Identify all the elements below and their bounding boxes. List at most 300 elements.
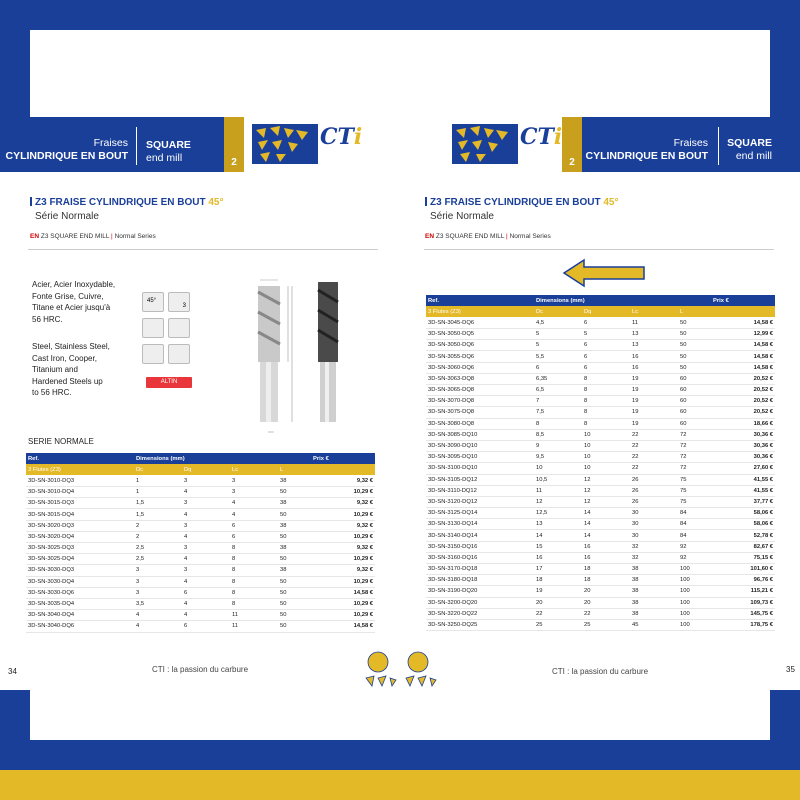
cell-dc: 5 (534, 329, 582, 340)
cell-l: 100 (678, 564, 711, 575)
section-tab-number: 2 (569, 157, 575, 168)
cell-ref: 3D-SN-3015-DQ4 (26, 509, 134, 520)
product-title: Z3 FRAISE CYLINDRIQUE EN BOUT 45° (425, 197, 618, 208)
table-row (426, 351, 775, 362)
cell-lc: 30 (630, 519, 678, 530)
carbide-inserts-icon (450, 120, 520, 168)
cell-dq: 14 (582, 508, 630, 519)
product-series: Série Normale (35, 211, 99, 222)
cell-dq: 14 (582, 530, 630, 541)
table-row (426, 407, 775, 418)
table-row (426, 329, 775, 340)
cell-price: 27,60 € (711, 463, 775, 474)
cell-price: 58,06 € (711, 519, 775, 530)
cell-dc: 12 (534, 496, 582, 507)
cti-logo-right (450, 120, 570, 170)
cell-dq: 4 (182, 598, 230, 609)
table-subheader-row (26, 464, 375, 475)
cell-lc: 32 (630, 552, 678, 563)
cell-ref: 3D-SN-3150-DQ16 (426, 541, 534, 552)
cell-lc: 19 (630, 418, 678, 429)
cell-dq: 22 (582, 608, 630, 619)
cell-lc: 26 (630, 485, 678, 496)
cell-l: 38 (278, 543, 311, 554)
right-price-table (426, 295, 775, 631)
cell-dq: 4 (182, 576, 230, 587)
cell-dc: 15 (534, 541, 582, 552)
cell-lc: 19 (630, 385, 678, 396)
cell-lc: 19 (630, 396, 678, 407)
cell-l: 50 (678, 351, 711, 362)
table-row (426, 340, 775, 351)
table-row (426, 385, 775, 396)
cell-ref: 3D-SN-3025-DQ3 (26, 543, 134, 554)
divider-line (28, 249, 378, 250)
cell-price: 58,06 € (711, 508, 775, 519)
cell-dc: 3,5 (134, 598, 182, 609)
cell-dc: 1,5 (134, 509, 182, 520)
cell-dq: 8 (582, 373, 630, 384)
cell-l: 75 (678, 485, 711, 496)
cell-dq: 8 (582, 385, 630, 396)
cell-ref: 3D-SN-3030-DQ4 (26, 576, 134, 587)
cell-price: 18,66 € (711, 418, 775, 429)
col-dc: Dc (534, 306, 582, 317)
cell-l: 100 (678, 575, 711, 586)
cell-l: 50 (678, 362, 711, 373)
cell-dc: 3 (134, 576, 182, 587)
cell-ref: 3D-SN-3035-DQ4 (26, 598, 134, 609)
cell-ref: 3D-SN-3080-DQ8 (426, 418, 534, 429)
cell-ref: 3D-SN-3040-DQ4 (26, 610, 134, 621)
cell-dq: 3 (182, 520, 230, 531)
cell-dq: 6 (182, 587, 230, 598)
cell-lc: 6 (230, 520, 278, 531)
cell-ref: 3D-SN-3045-DQ6 (426, 317, 534, 328)
footer-tagline-right: CTI : la passion du carbure (552, 667, 649, 676)
cell-lc: 4 (230, 509, 278, 520)
page-number-right: 35 (786, 665, 795, 674)
cell-ref: 3D-SN-3200-DQ20 (426, 597, 534, 608)
cell-dc: 16 (534, 552, 582, 563)
table-header-row (26, 453, 375, 464)
spec-icons (142, 292, 196, 372)
col-lc: Lc (630, 306, 678, 317)
section-tab-right (562, 117, 582, 172)
cell-ref: 3D-SN-3060-DQ6 (426, 362, 534, 373)
cell-l: 100 (678, 608, 711, 619)
cell-lc: 30 (630, 508, 678, 519)
cell-ref: 3D-SN-3050-DQ5 (426, 329, 534, 340)
table-row (426, 396, 775, 407)
cell-l: 60 (678, 418, 711, 429)
cell-dc: 4 (134, 621, 182, 632)
cell-price: 9,32 € (311, 498, 375, 509)
table-row (26, 498, 375, 509)
cell-lc: 11 (230, 621, 278, 632)
cell-dc: 1 (134, 475, 182, 486)
cell-ref: 3D-SN-3140-DQ14 (426, 530, 534, 541)
cell-price: 9,32 € (311, 475, 375, 486)
right-page (400, 117, 800, 690)
side-milling-icon (168, 318, 190, 338)
cell-lc: 16 (630, 362, 678, 373)
altin-coating-badge: ALTIN (146, 377, 192, 388)
cell-price: 41,55 € (711, 474, 775, 485)
table-row (426, 429, 775, 440)
cell-dc: 7,5 (534, 407, 582, 418)
square-text: SQUARE (146, 139, 191, 151)
cell-price: 14,58 € (311, 587, 375, 598)
table-row (426, 496, 775, 507)
cell-price: 14,58 € (711, 362, 775, 373)
cell-lc: 8 (230, 576, 278, 587)
cell-l: 84 (678, 508, 711, 519)
cell-l: 92 (678, 552, 711, 563)
cell-dc: 1 (134, 487, 182, 498)
cell-lc: 11 (630, 317, 678, 328)
cti-wordmark: CTi (520, 124, 563, 150)
cell-price: 115,21 € (711, 586, 775, 597)
table-row (426, 519, 775, 530)
cell-l: 60 (678, 407, 711, 418)
cell-ref: 3D-SN-3070-DQ8 (426, 396, 534, 407)
fraises-text: Fraises (673, 137, 708, 149)
table-row (26, 554, 375, 565)
header-square-label (720, 137, 772, 163)
table-row (26, 520, 375, 531)
cell-l: 50 (678, 329, 711, 340)
cell-dc: 5,5 (534, 351, 582, 362)
cell-price: 101,60 € (711, 564, 775, 575)
table-row (426, 541, 775, 552)
slot-milling-icon (142, 318, 164, 338)
table-row (426, 608, 775, 619)
cell-dq: 14 (582, 519, 630, 530)
table-row (426, 474, 775, 485)
cell-dc: 22 (534, 608, 582, 619)
col-ref: Ref. (26, 453, 134, 464)
cell-lc: 26 (630, 496, 678, 507)
cell-l: 72 (678, 440, 711, 451)
cell-ref: 3D-SN-3125-DQ14 (426, 508, 534, 519)
cell-dc: 2,5 (134, 554, 182, 565)
cell-l: 60 (678, 385, 711, 396)
cell-l: 75 (678, 496, 711, 507)
cell-price: 10,29 € (311, 509, 375, 520)
cell-price: 30,36 € (711, 452, 775, 463)
cell-ref: 3D-SN-3025-DQ4 (26, 554, 134, 565)
table-row (26, 621, 375, 632)
cell-l: 75 (678, 474, 711, 485)
cell-lc: 38 (630, 575, 678, 586)
cell-dq: 4 (182, 531, 230, 542)
table-row (426, 452, 775, 463)
material-description-en: Steel, Stainless Steel, Cast Iron, Cooper, Titanium and Hardened Steels up to 56 HRC. (32, 342, 110, 397)
cell-lc: 22 (630, 463, 678, 474)
cell-dq: 12 (582, 474, 630, 485)
cell-ref: 3D-SN-3015-DQ3 (26, 498, 134, 509)
cell-dq: 16 (582, 541, 630, 552)
cell-dc: 25 (534, 619, 582, 630)
col-group: 3 Flutes (Z3) (426, 306, 534, 317)
end-mill-text: end mill (735, 150, 772, 162)
table-row (426, 586, 775, 597)
cell-dc: 4 (134, 610, 182, 621)
cell-price: 10,29 € (311, 576, 375, 587)
section-tab-number: 2 (231, 157, 237, 168)
cell-lc: 22 (630, 429, 678, 440)
cell-ref: 3D-SN-3010-DQ3 (26, 475, 134, 486)
cell-price: 41,55 € (711, 485, 775, 496)
cell-dc: 5 (534, 340, 582, 351)
cell-ref: 3D-SN-3105-DQ12 (426, 474, 534, 485)
cell-l: 60 (678, 373, 711, 384)
cell-lc: 38 (630, 586, 678, 597)
footer-tagline-left: CTI : la passion du carbure (152, 665, 249, 674)
cell-dq: 6 (182, 621, 230, 632)
cell-dc: 12,5 (534, 508, 582, 519)
cell-price: 82,67 € (711, 541, 775, 552)
col-group: 3 Flutes (Z3) (26, 464, 134, 475)
cell-lc: 8 (230, 598, 278, 609)
table-row (426, 362, 775, 373)
frame-gold-band (0, 770, 800, 800)
col-prix: Prix € (711, 295, 775, 306)
table-row (426, 564, 775, 575)
cell-dq: 18 (582, 575, 630, 586)
cell-lc: 8 (230, 565, 278, 576)
cell-dc: 2,5 (134, 543, 182, 554)
cell-dq: 3 (182, 565, 230, 576)
cell-dq: 8 (582, 396, 630, 407)
profile-milling-icon (142, 344, 164, 364)
angle-icon: 45° (142, 292, 164, 312)
cell-dc: 3 (134, 587, 182, 598)
col-l: L (678, 306, 711, 317)
cell-l: 50 (278, 587, 311, 598)
cell-l: 72 (678, 429, 711, 440)
cell-l: 50 (278, 554, 311, 565)
cell-price: 9,32 € (311, 565, 375, 576)
cti-logo (250, 120, 370, 170)
cell-dc: 9,5 (534, 452, 582, 463)
table-row (426, 373, 775, 384)
cell-lc: 38 (630, 608, 678, 619)
cell-lc: 13 (630, 340, 678, 351)
cell-lc: 16 (630, 351, 678, 362)
cell-dq: 10 (582, 463, 630, 474)
cell-dc: 2 (134, 520, 182, 531)
flutes-icon: 3 (168, 292, 190, 312)
cell-dc: 19 (534, 586, 582, 597)
cell-l: 50 (678, 340, 711, 351)
cell-dq: 3 (182, 498, 230, 509)
table-row (26, 531, 375, 542)
carbide-inserts-icon (250, 120, 320, 168)
col-dc: Dc (134, 464, 182, 475)
cell-ref: 3D-SN-3220-DQ22 (426, 608, 534, 619)
cell-price: 10,29 € (311, 598, 375, 609)
end-mill-text: end mill (146, 152, 183, 164)
cell-ref: 3D-SN-3190-DQ20 (426, 586, 534, 597)
product-series: Série Normale (430, 211, 494, 222)
cell-lc: 6 (230, 531, 278, 542)
material-description-fr: Acier, Acier Inoxydable, Fonte Grise, Cuivre, Titane et Acier jusqu'à 56 HRC. (32, 280, 116, 324)
table-header-row (426, 295, 775, 306)
cell-price: 14,58 € (311, 621, 375, 632)
cell-dq: 6 (582, 317, 630, 328)
cell-ref: 3D-SN-3065-DQ8 (426, 385, 534, 396)
cell-dc: 4,5 (534, 317, 582, 328)
table-row (426, 418, 775, 429)
cell-l: 50 (278, 576, 311, 587)
cell-l: 38 (278, 498, 311, 509)
cell-dq: 10 (582, 429, 630, 440)
cell-ref: 3D-SN-3020-DQ3 (26, 520, 134, 531)
cell-ref: 3D-SN-3055-DQ6 (426, 351, 534, 362)
table-row (26, 610, 375, 621)
cell-dq: 6 (582, 362, 630, 373)
cell-dc: 11 (534, 485, 582, 496)
cell-ref: 3D-SN-3090-DQ10 (426, 440, 534, 451)
cell-dc: 8,5 (534, 429, 582, 440)
cell-lc: 30 (630, 530, 678, 541)
cell-dq: 20 (582, 586, 630, 597)
cell-price: 9,32 € (311, 520, 375, 531)
header-fraises-label (0, 137, 128, 163)
table-row (426, 552, 775, 563)
table-row (426, 575, 775, 586)
cell-lc: 38 (630, 597, 678, 608)
cell-l: 50 (278, 610, 311, 621)
cell-dc: 6 (534, 362, 582, 373)
cell-price: 145,75 € (711, 608, 775, 619)
cell-dq: 18 (582, 564, 630, 575)
table-subheader-row (426, 306, 775, 317)
section-tab-left (224, 117, 244, 172)
cell-ref: 3D-SN-3100-DQ10 (426, 463, 534, 474)
cell-ref: 3D-SN-3095-DQ10 (426, 452, 534, 463)
table-row (26, 543, 375, 554)
table-row (26, 598, 375, 609)
cell-l: 92 (678, 541, 711, 552)
cell-lc: 4 (230, 498, 278, 509)
cell-dq: 4 (182, 610, 230, 621)
cell-dc: 6,5 (534, 385, 582, 396)
cell-price: 14,58 € (711, 317, 775, 328)
cell-dc: 3 (134, 565, 182, 576)
square-text: SQUARE (727, 137, 772, 149)
table-row (26, 576, 375, 587)
table-row (26, 587, 375, 598)
cell-lc: 3 (230, 487, 278, 498)
table-row (26, 487, 375, 498)
col-price-blank (711, 306, 775, 317)
cell-dc: 14 (534, 530, 582, 541)
table-row (426, 597, 775, 608)
cell-ref: 3D-SN-3010-DQ4 (26, 487, 134, 498)
cell-dc: 6,35 (534, 373, 582, 384)
cell-dc: 1,5 (134, 498, 182, 509)
col-ref: Ref. (426, 295, 534, 306)
cell-price: 20,52 € (711, 407, 775, 418)
cell-l: 50 (678, 317, 711, 328)
cell-ref: 3D-SN-3040-DQ6 (26, 621, 134, 632)
cell-dq: 6 (582, 351, 630, 362)
table-row (426, 463, 775, 474)
cell-price: 178,75 € (711, 619, 775, 630)
divider-line (424, 249, 774, 250)
cell-lc: 8 (230, 543, 278, 554)
cell-l: 50 (278, 598, 311, 609)
table-row (26, 509, 375, 520)
table-row (426, 508, 775, 519)
cell-lc: 38 (630, 564, 678, 575)
cell-ref: 3D-SN-3063-DQ8 (426, 373, 534, 384)
cell-lc: 8 (230, 554, 278, 565)
cell-l: 38 (278, 520, 311, 531)
cell-price: 14,58 € (711, 340, 775, 351)
cell-lc: 32 (630, 541, 678, 552)
cell-l: 38 (278, 565, 311, 576)
cell-price: 10,29 € (311, 610, 375, 621)
table-row (426, 485, 775, 496)
cell-dc: 2 (134, 531, 182, 542)
cell-price: 20,52 € (711, 385, 775, 396)
col-price-blank (311, 464, 375, 475)
cell-dq: 8 (582, 418, 630, 429)
cell-lc: 19 (630, 407, 678, 418)
col-prix: Prix € (311, 453, 375, 464)
english-series-line: EN Z3 SQUARE END MILL | Normal Series (425, 233, 551, 240)
cell-price: 109,73 € (711, 597, 775, 608)
cell-l: 50 (278, 487, 311, 498)
cell-l: 60 (678, 396, 711, 407)
cell-l: 72 (678, 452, 711, 463)
cell-lc: 13 (630, 329, 678, 340)
cell-lc: 19 (630, 373, 678, 384)
cell-l: 100 (678, 619, 711, 630)
cell-dq: 10 (582, 440, 630, 451)
cell-ref: 3D-SN-3020-DQ4 (26, 531, 134, 542)
cell-dq: 8 (582, 407, 630, 418)
end-mill-tool-image (240, 272, 360, 442)
col-dimensions: Dimensions (mm) (134, 453, 311, 464)
cell-dc: 10 (534, 463, 582, 474)
cell-ref: 3D-SN-3110-DQ12 (426, 485, 534, 496)
left-page (0, 117, 400, 690)
cell-price: 20,52 € (711, 396, 775, 407)
fraises-text: Fraises (93, 137, 128, 149)
footer-logo-icons (360, 648, 440, 690)
cell-ref: 3D-SN-3170-DQ18 (426, 564, 534, 575)
cell-price: 9,32 € (311, 543, 375, 554)
cell-dq: 3 (182, 475, 230, 486)
cell-price: 30,36 € (711, 440, 775, 451)
cylindrique-text: CYLINDRIQUE EN BOUT (5, 150, 128, 162)
arrow-left-icon (562, 257, 646, 289)
product-title: Z3 FRAISE CYLINDRIQUE EN BOUT 45° (30, 197, 223, 208)
col-dq: Dq (182, 464, 230, 475)
table-row (426, 317, 775, 328)
cell-l: 84 (678, 519, 711, 530)
cell-l: 100 (678, 586, 711, 597)
col-l: L (278, 464, 311, 475)
cell-lc: 26 (630, 474, 678, 485)
cell-dq: 12 (582, 496, 630, 507)
cell-price: 52,78 € (711, 530, 775, 541)
